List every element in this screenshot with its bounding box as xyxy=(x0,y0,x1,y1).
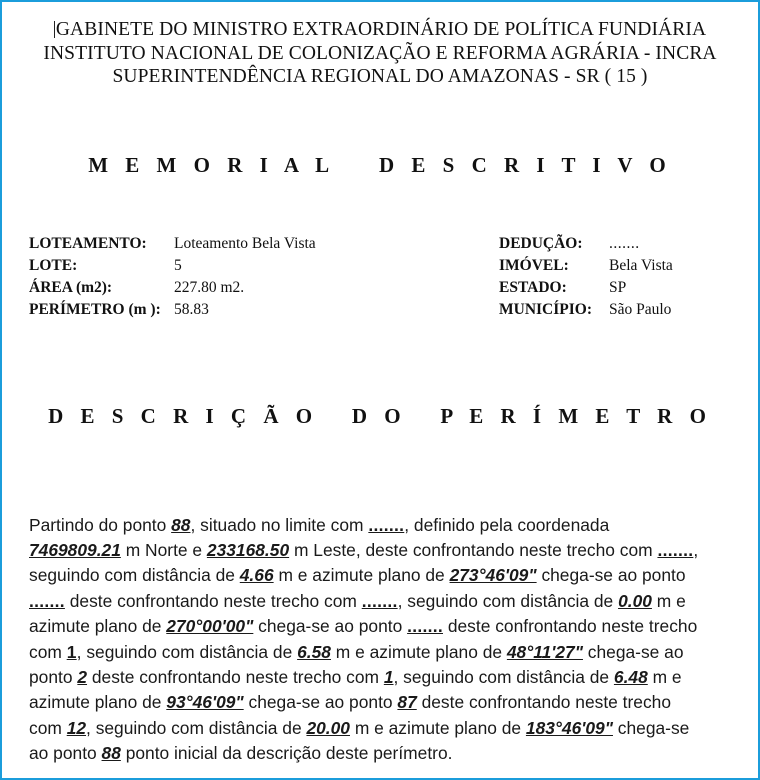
header-line-1 xyxy=(2,18,758,42)
desc-text: m e azimute plano de xyxy=(273,565,450,586)
field-municipio-value: São Paulo xyxy=(609,301,672,319)
desc-text: ponto inicial da descrição deste perímetro. xyxy=(120,743,453,764)
segment-1-distance: 4.66 xyxy=(239,565,274,586)
desc-text: , situado no limite com xyxy=(190,514,369,535)
segment-1-azimuth: 273°46'09" xyxy=(449,565,537,586)
field-municipio xyxy=(499,299,673,321)
desc-text: deste confrontando neste trecho com xyxy=(87,666,384,687)
start-point-value: 88 xyxy=(171,514,191,535)
agency-header xyxy=(2,18,758,89)
field-area xyxy=(29,277,316,299)
segment-4-distance: 6.48 xyxy=(613,666,648,687)
desc-text: , seguindo com distância de xyxy=(76,641,298,662)
coord-east-value: 233168.50 xyxy=(206,539,290,560)
segment-1-confronting: ....... xyxy=(657,539,694,560)
field-loteamento xyxy=(29,233,316,255)
desc-text: , seguindo com distância de xyxy=(393,666,614,687)
desc-text: chega-se ao ponto xyxy=(29,717,690,764)
page-title-memorial-descritivo: M E M O R I A L D E S C R I T I V O xyxy=(88,152,672,177)
desc-text: m Leste, deste confrontando neste trecho com xyxy=(289,539,658,560)
segment-3-distance: 6.58 xyxy=(297,641,331,662)
perimeter-description-paragraph xyxy=(29,513,704,767)
field-loteamento-value: Loteamento Bela Vista xyxy=(174,234,316,252)
desc-text: chega-se ao ponto xyxy=(243,692,398,713)
desc-text: chega-se ao ponto xyxy=(536,565,686,586)
segment-3-azimuth: 48°11'27" xyxy=(506,641,583,662)
field-imovel xyxy=(499,255,673,277)
desc-text: m Norte e xyxy=(120,539,207,560)
property-fields xyxy=(2,233,758,325)
segment-1-to-point: ....... xyxy=(29,590,65,611)
segment-5-azimuth: 183°46'09" xyxy=(525,717,613,738)
segment-5-distance: 20.00 xyxy=(306,717,350,738)
segment-3-confronting: 1 xyxy=(66,641,77,662)
desc-text: deste confrontando neste trecho com xyxy=(29,692,672,738)
desc-text: m e azimute plano de xyxy=(330,641,507,662)
field-lote-label: LOTE: xyxy=(29,256,78,274)
field-imovel-label: IMÓVEL: xyxy=(499,256,569,274)
desc-text: m e azimute plano de xyxy=(349,717,526,738)
desc-text: , seguindo com distância de xyxy=(397,590,619,611)
segment-5-to-point: 88 xyxy=(101,743,121,764)
segment-2-to-point: ....... xyxy=(407,616,443,637)
fields-column-left xyxy=(29,233,316,322)
desc-text: deste confrontando neste trecho com xyxy=(64,590,362,611)
field-estado-label: ESTADO: xyxy=(499,278,567,296)
field-imovel-value: Bela Vista xyxy=(609,256,673,274)
field-municipio-label: MUNICÍPIO: xyxy=(499,301,592,319)
field-perimetro-label: PERÍMETRO (m ): xyxy=(29,301,161,319)
desc-text: Partindo do ponto xyxy=(29,514,172,535)
desc-text: , definido pela coordenada xyxy=(404,514,610,535)
segment-2-confronting: ....... xyxy=(361,590,398,611)
field-lote-value: 5 xyxy=(174,256,182,274)
header-line-3: SUPERINTENDÊNCIA REGIONAL DO AMAZONAS - SR ( 15 ) xyxy=(112,66,648,87)
field-deducao-value: ....... xyxy=(609,234,640,252)
header-line-2: INSTITUTO NACIONAL DE COLONIZAÇÃO E REFORMA AGRÁRIA - INCRA xyxy=(43,42,717,64)
field-perimetro-value: 58.83 xyxy=(174,301,209,319)
header-line-1-text: GABINETE DO MINISTRO EXTRAORDINÁRIO DE POLÍTICA FUNDIÁRIA xyxy=(55,19,707,40)
segment-2-azimuth: 270°00'00" xyxy=(166,616,254,637)
field-area-value: 227.80 m2. xyxy=(174,278,245,296)
field-lote xyxy=(29,255,316,277)
placeholder-confronting-0: ....... xyxy=(368,514,405,535)
text-caret xyxy=(54,21,55,38)
segment-4-azimuth: 93°46'09" xyxy=(166,692,244,713)
desc-text: m e azimute plano de xyxy=(29,666,682,713)
field-perimetro xyxy=(29,299,316,321)
desc-text: chega-se ao ponto xyxy=(29,641,684,687)
segment-4-confronting: 1 xyxy=(383,666,394,687)
fields-column-right xyxy=(499,233,673,322)
segment-2-distance: 0.00 xyxy=(618,590,652,611)
field-loteamento-label: LOTEAMENTO: xyxy=(29,234,147,252)
page-title-descricao-perimetro: D E S C R I Ç Ã O D O P E R Í M E T R O xyxy=(48,403,712,428)
coord-north-value: 7469809.21 xyxy=(29,539,121,560)
field-deducao xyxy=(499,233,673,255)
field-estado xyxy=(499,277,673,299)
desc-text: m e azimute plano de xyxy=(29,590,686,637)
field-estado-value: SP xyxy=(609,278,627,296)
field-area-label: ÁREA (m2): xyxy=(29,278,113,296)
segment-4-to-point: 87 xyxy=(397,692,417,713)
desc-text: chega-se ao ponto xyxy=(253,616,408,637)
field-deducao-label: DEDUÇÃO: xyxy=(499,234,583,252)
desc-text: , seguindo com distância de xyxy=(86,717,307,738)
segment-5-confronting: 12 xyxy=(66,717,87,738)
segment-3-to-point: 2 xyxy=(77,666,88,687)
desc-text: , seguindo com distância de xyxy=(29,539,699,586)
desc-text: deste confrontando neste trecho com xyxy=(29,616,698,662)
